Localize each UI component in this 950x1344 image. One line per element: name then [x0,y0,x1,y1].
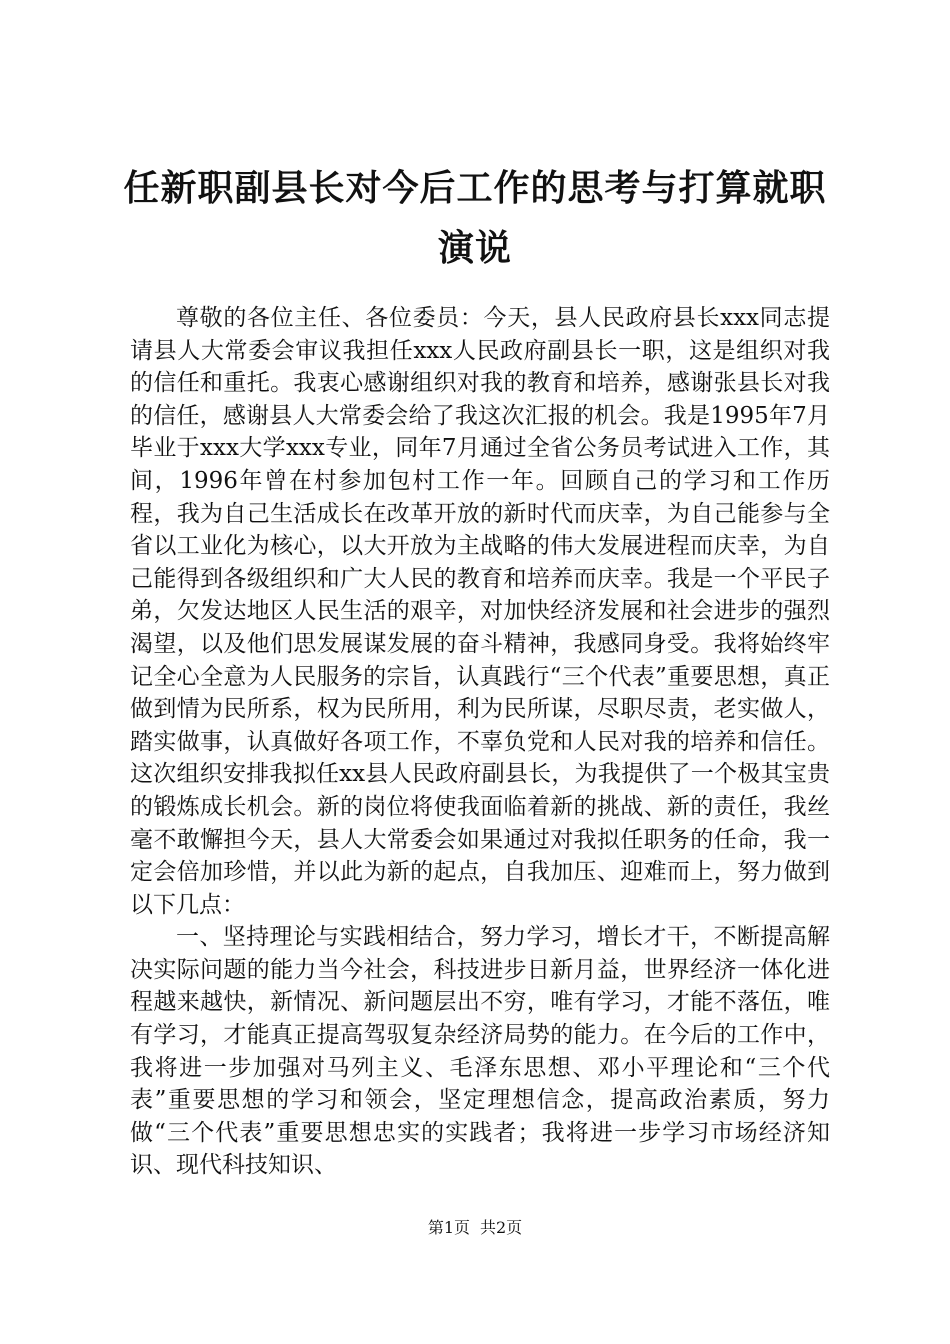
page-number: 第1页 [427,1218,470,1237]
page-footer [0,1218,950,1238]
paragraph-point-one: 一、坚持理论与实践相结合，努力学习，增长才干，不断提高解决实际问题的能力当今社会，科技进步日新月益，世界经济一体化进程越来越快，新情况、新问题层出不穷，唯有学习，才能不落伍，唯有学习，才能真正提高驾驭复杂经济局势的能力。在今后的工作中，我将进一步加强对马列主义、毛泽东思想、邓小平理论和“三个代表”重要思想的学习和领会，坚定理想信念，提高政治素质，努力做“三个代表”重要思想忠实的实践者；我将进一步学习市场经济知识、现代科技知识、 [130,924,830,1179]
document-body [130,302,830,1182]
page-total: 共2页 [480,1218,523,1237]
paragraph-opening: 尊敬的各位主任、各位委员：今天，县人民政府县长xxx同志提请县人大常委会审议我担任xxx人民政府副县长一职，这是组织对我的信任和重托。我衷心感谢组织对我的教育和培养，感谢张县长对我的信任，感谢县人大常委会给了我这次汇报的机会。我是1995年7月毕业于xxx大学xxx专业，同年7月通过全省公务员考试进入工作，其间，1996年曾在村参加包村工作一年。回顾自己的学习和工作历程，我为自己生活成长在改革开放的新时代而庆幸，为自己能参与全省以工业化为核心，以大开放为主战略的伟大发展进程而庆幸，为自己能得到各级组织和广大人民的教育和培养而庆幸。我是一个平民子弟，欠发达地区人民生活的艰辛，对加快经济发展和社会进步的强烈渴望，以及他们思发展谋发展的奋斗精神，我感同身受。我将始终牢记全心全意为人民服务的宗旨，认真践行“三个代表”重要思想，真正做到情为民所系，权为民所用，利为民所谋，尽职尽责，老实做人，踏实做事，认真做好各项工作，不辜负党和人民对我的培养和信任。这次组织安排我拟任xx县人民政府副县长，为我提供了一个极其宝贵的锻炼成长机会。新的岗位将使我面临着新的挑战、新的责任，我丝毫不敢懈担今天，县人大常委会如果通过对我拟任职务的任命，我一定会倍加珍惜，并以此为新的起点，自我加压、迎难而上，努力做到以下几点： [130,305,830,918]
document-title: 任新职副县长对今后工作的思考与打算就职演说 [123,167,827,269]
